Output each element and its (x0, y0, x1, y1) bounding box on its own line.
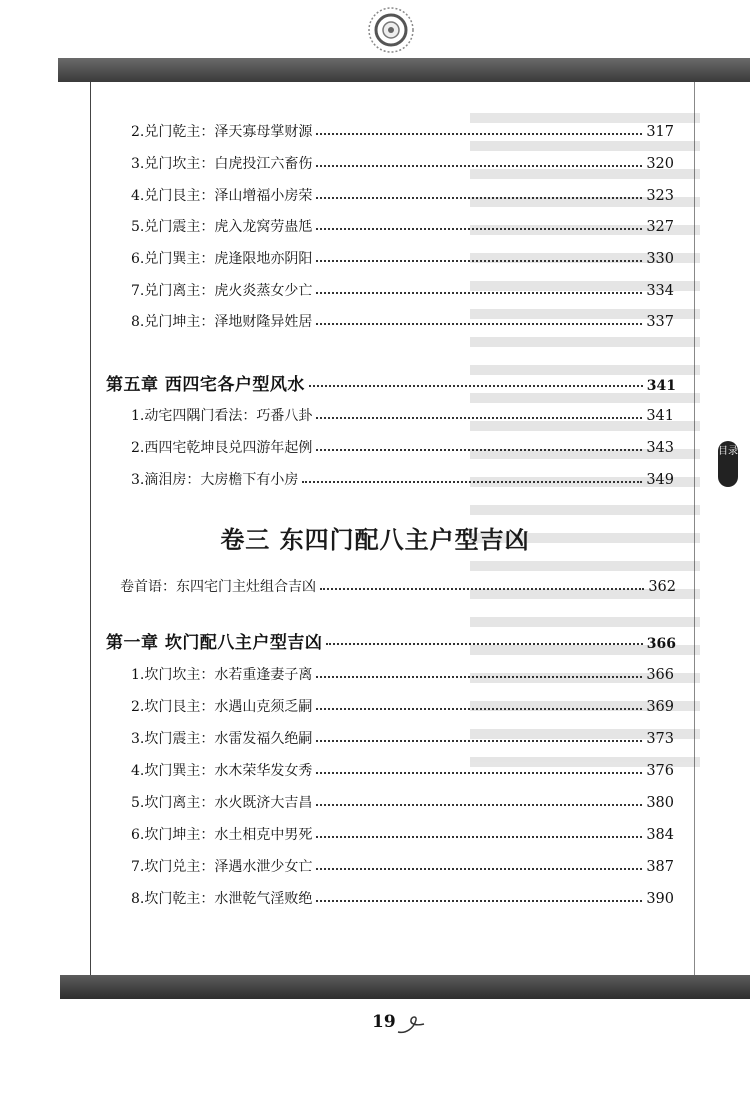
preface-label: 卷首语：东四宅门主灶组合吉凶 (120, 579, 316, 595)
chapter-title: 第一章 坎门配八主户型吉凶 (106, 633, 323, 653)
leader-dots (316, 260, 642, 262)
toc-entry-page: 343 (646, 440, 674, 456)
leader-dots (316, 228, 642, 230)
leader-dots (326, 643, 642, 645)
leader-dots (316, 804, 642, 806)
toc-entry-page: 349 (646, 472, 674, 488)
toc-entry-label: 2.坎门艮主：水遇山克须乏嗣 (131, 699, 313, 715)
toc-entry-label: 2.兑门乾主：泽天寡母掌财源 (131, 124, 313, 140)
leader-dots (316, 740, 642, 742)
toc-entry-label: 1.坎门坎主：水若重逢妻子离 (131, 667, 313, 683)
leader-dots (316, 868, 642, 870)
volume-title: 卷三 东四门配八主户型吉凶 (220, 526, 530, 554)
toc-entry-label: 2.西四宅乾坤艮兑四游年起例 (131, 440, 313, 456)
toc-entry[interactable] (131, 469, 674, 489)
toc-entry[interactable] (131, 728, 674, 748)
toc-entry-page: 366 (646, 667, 674, 683)
toc-entry[interactable] (131, 664, 674, 684)
toc-entry-page: 341 (646, 408, 674, 424)
toc-entry-page: 387 (646, 859, 674, 875)
toc-entry[interactable] (131, 824, 674, 844)
toc-entry-label: 5.兑门震主：虎入龙窝劳蛊尪 (131, 219, 313, 235)
toc-entry-label: 3.滴泪房：大房檐下有小房 (131, 472, 299, 488)
leader-dots (316, 133, 642, 135)
toc-entry[interactable] (131, 185, 674, 205)
leader-dots (316, 292, 642, 294)
leader-dots (316, 197, 642, 199)
toc-entry-page: 369 (646, 699, 674, 715)
toc-entry-label: 5.坎门离主：水火既济大吉昌 (131, 795, 313, 811)
chapter-page: 341 (646, 378, 676, 394)
swirl-ornament-icon (396, 1014, 426, 1036)
toc-entry[interactable] (131, 311, 674, 331)
leader-dots (309, 385, 643, 387)
preface-page: 362 (648, 579, 676, 595)
leader-dots (316, 323, 642, 325)
toc-entry-label: 3.坎门震主：水雷发福久绝嗣 (131, 731, 313, 747)
toc-entry-label: 8.坎门乾主：水泄乾气淫败绝 (131, 891, 313, 907)
toc-entry-page: 390 (646, 891, 674, 907)
chapter-page: 366 (646, 636, 676, 652)
toc-entry[interactable] (131, 248, 674, 268)
toc-entry-label: 6.兑门巽主：虎逢限地亦阴阳 (131, 251, 313, 267)
toc-entry-label: 7.坎门兑主：泽遇水泄少女亡 (131, 859, 313, 875)
toc-entry-page: 337 (646, 314, 674, 330)
toc-chapter-heading[interactable] (106, 370, 676, 395)
toc-entry-page: 320 (646, 156, 674, 172)
leader-dots (316, 165, 642, 167)
toc-entry-page: 384 (646, 827, 674, 843)
section-tab[interactable]: 目录 (718, 441, 738, 487)
toc-entry-preface[interactable] (120, 576, 676, 596)
leader-dots (302, 481, 642, 483)
toc-chapter-heading[interactable] (106, 628, 676, 653)
toc-entry-label: 4.兑门艮主：泽山增福小房荣 (131, 188, 313, 204)
toc-entry[interactable] (131, 437, 674, 457)
toc-entry[interactable] (131, 153, 674, 173)
toc-entry[interactable] (131, 792, 674, 812)
toc-entry[interactable] (131, 888, 674, 908)
toc-entry-label: 1.动宅四隅门看法：巧番八卦 (131, 408, 313, 424)
toc-entry-page: 317 (646, 124, 674, 140)
leader-dots (316, 836, 642, 838)
leader-dots (316, 900, 642, 902)
leader-dots (320, 588, 644, 590)
toc-entry-label: 7.兑门离主：虎火炎蒸女少亡 (131, 283, 313, 299)
toc-entry[interactable] (131, 121, 674, 141)
toc-entry-page: 373 (646, 731, 674, 747)
chapter-title: 第五章 西四宅各户型风水 (106, 375, 305, 395)
toc-entry-label: 8.兑门坤主：泽地财隆异姓居 (131, 314, 313, 330)
toc-entry-page: 376 (646, 763, 674, 779)
leader-dots (316, 417, 642, 419)
toc-entry-page: 334 (646, 283, 674, 299)
toc-entry-page: 380 (646, 795, 674, 811)
leader-dots (316, 708, 642, 710)
toc-entry-label: 6.坎门坤主：水土相克中男死 (131, 827, 313, 843)
toc-entry-page: 327 (646, 219, 674, 235)
toc-entry-page: 330 (646, 251, 674, 267)
toc-entry[interactable] (131, 696, 674, 716)
footer-band (60, 975, 750, 999)
toc-entry-page: 323 (646, 188, 674, 204)
toc-entry[interactable] (131, 280, 674, 300)
toc-entry[interactable] (131, 856, 674, 876)
leader-dots (316, 772, 642, 774)
toc-entry[interactable] (131, 405, 674, 425)
leader-dots (316, 676, 642, 678)
toc-entry-label: 4.坎门巽主：水木荣华发女秀 (131, 763, 313, 779)
toc-entry[interactable] (131, 760, 674, 780)
toc-entry-label: 3.兑门坎主：白虎投江六畜伤 (131, 156, 313, 172)
leader-dots (316, 449, 642, 451)
page-number: 19 (372, 1012, 396, 1032)
toc-entry[interactable] (131, 216, 674, 236)
